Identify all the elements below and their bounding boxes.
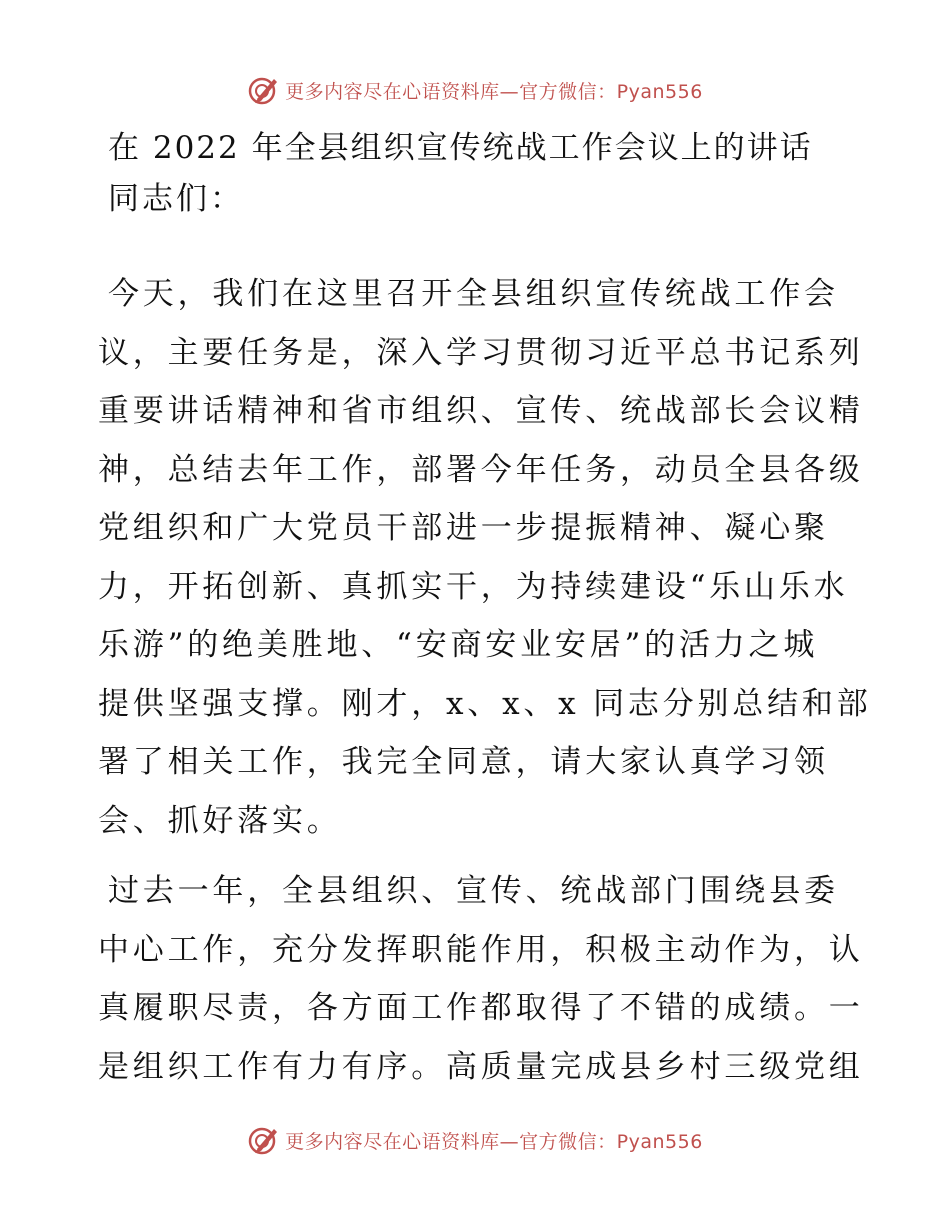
paragraph-line: 神，总结去年工作，部署今年任务，动员全县各级 bbox=[98, 451, 864, 488]
paragraph-line: 署了相关工作，我完全同意，请大家认真学习领 bbox=[98, 744, 829, 780]
watermark-text bbox=[285, 1127, 703, 1154]
watermark-dash: — bbox=[499, 80, 520, 103]
header-watermark bbox=[0, 70, 950, 110]
brand-logo-icon bbox=[247, 73, 281, 107]
watermark-tail: 官方微信：Pyan556 bbox=[519, 80, 703, 103]
paragraph-line: 重要讲话精神和省市组织、宣传、统战部长会议精 bbox=[98, 393, 864, 429]
paragraph-line: 会、抓好落实。 bbox=[98, 802, 342, 839]
document-title: 在 2022 年全县组织宣传统战工作会议上的讲话 bbox=[108, 130, 813, 166]
salutation: 同志们： bbox=[108, 181, 244, 217]
paragraph-line: 过去一年，全县组织、宣传、统战部门围绕县委 bbox=[108, 873, 839, 909]
watermark-dash: — bbox=[499, 1130, 520, 1153]
brand-logo-icon bbox=[247, 1123, 281, 1157]
paragraph-line: 是组织工作有力有序。高质量完成县乡村三级党组 bbox=[98, 1048, 864, 1085]
paragraph-2 bbox=[98, 862, 864, 1096]
paragraph-line: 乐游”的绝美胜地、“安商安业安居”的活力之城 bbox=[98, 627, 819, 663]
paragraph-line: 议，主要任务是，深入学习贯彻习近平总书记系列 bbox=[98, 334, 864, 371]
watermark-main: 更多内容尽在心语资料库 bbox=[285, 1130, 500, 1153]
paragraph-line: 提供坚强支撑。刚才，x、x、x 同志分别总结和部 bbox=[98, 685, 872, 722]
footer-watermark bbox=[0, 1120, 950, 1160]
watermark-tail: 官方微信：Pyan556 bbox=[519, 1130, 703, 1153]
paragraph-line: 党组织和广大党员干部进一步提振精神、凝心聚 bbox=[98, 510, 829, 546]
watermark-text bbox=[285, 77, 703, 104]
paragraph-line: 今天，我们在这里召开全县组织宣传统战工作会 bbox=[108, 276, 839, 312]
paragraph-line: 力，开拓创新、真抓实干，为持续建设“乐山乐水 bbox=[98, 568, 849, 605]
watermark-main: 更多内容尽在心语资料库 bbox=[285, 80, 500, 103]
paragraph-line: 中心工作，充分发挥职能作用，积极主动作为，认 bbox=[98, 931, 864, 968]
paragraph-1 bbox=[98, 265, 872, 850]
paragraph-line: 真履职尽责，各方面工作都取得了不错的成绩。一 bbox=[98, 990, 864, 1026]
